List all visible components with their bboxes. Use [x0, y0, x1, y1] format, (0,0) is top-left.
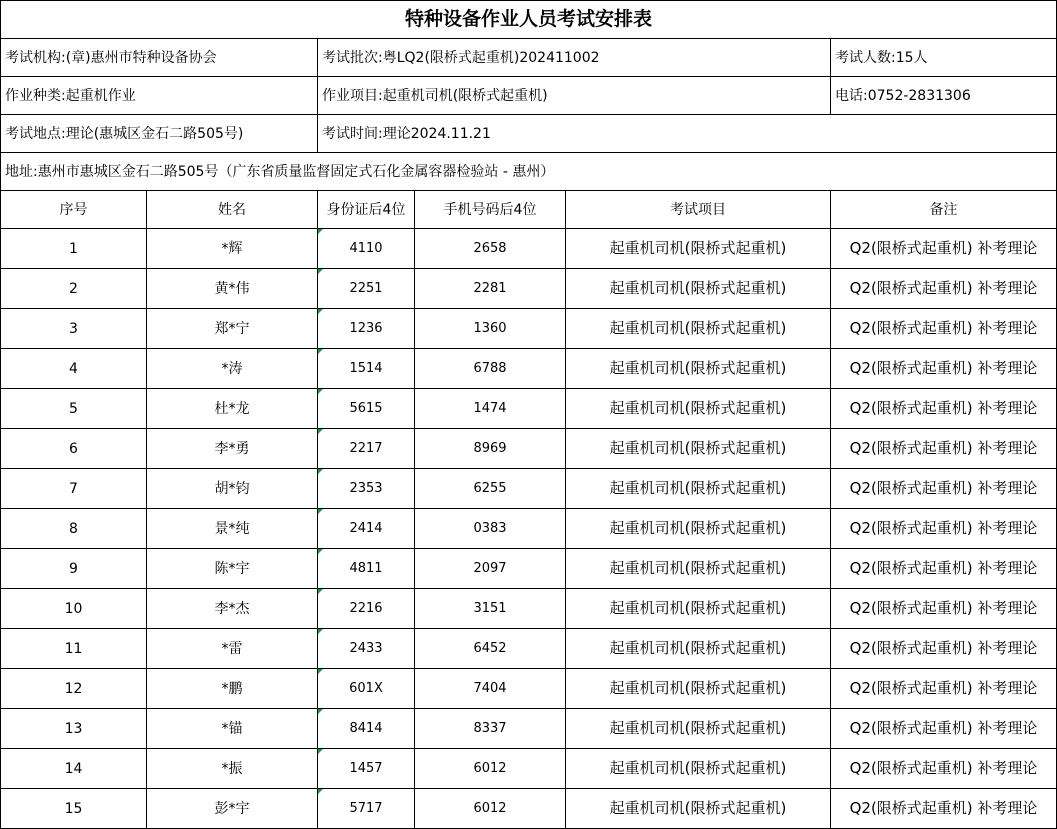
table-row: [1, 669, 1057, 709]
table-row: [1, 469, 1057, 509]
note-cell: Q2(限桥式起重机) 补考理论: [831, 429, 1057, 469]
seq-cell: 4: [1, 349, 147, 389]
id-cell: 4811: [318, 549, 415, 589]
phone-cell: 2281: [415, 269, 566, 309]
table-row: [1, 789, 1057, 829]
seq-cell: 2: [1, 269, 147, 309]
note-cell: Q2(限桥式起重机) 补考理论: [831, 589, 1057, 629]
phone-cell: 6012: [415, 749, 566, 789]
id-cell: 1236: [318, 309, 415, 349]
seq-cell: 7: [1, 469, 147, 509]
id-cell: 1514: [318, 349, 415, 389]
project-cell: 起重机司机(限桥式起重机): [566, 349, 831, 389]
project-cell: 起重机司机(限桥式起重机): [566, 469, 831, 509]
project-cell: 起重机司机(限桥式起重机): [566, 549, 831, 589]
exam-location: 考试地点:理论(惠城区金石二路505号): [1, 115, 318, 153]
phone-cell: 2097: [415, 549, 566, 589]
phone-cell: 7404: [415, 669, 566, 709]
exam-count: 考试人数:15人: [831, 39, 1057, 77]
exam-batch: 考试批次:粤LQ2(限桥式起重机)202411002: [318, 39, 831, 77]
name-cell: *涛: [147, 349, 318, 389]
table-row: [1, 629, 1057, 669]
note-cell: Q2(限桥式起重机) 补考理论: [831, 309, 1057, 349]
seq-cell: 14: [1, 749, 147, 789]
exam-org: 考试机构:(章)惠州市特种设备协会: [1, 39, 318, 77]
work-item: 作业项目:起重机司机(限桥式起重机): [318, 77, 831, 115]
name-cell: *锚: [147, 709, 318, 749]
project-cell: 起重机司机(限桥式起重机): [566, 589, 831, 629]
sheet-title: 特种设备作业人员考试安排表: [1, 1, 1057, 39]
note-cell: Q2(限桥式起重机) 补考理论: [831, 749, 1057, 789]
name-cell: 李*杰: [147, 589, 318, 629]
work-category: 作业种类:起重机作业: [1, 77, 318, 115]
id-cell: 2433: [318, 629, 415, 669]
phone-cell: 3151: [415, 589, 566, 629]
name-cell: 胡*钧: [147, 469, 318, 509]
seq-cell: 11: [1, 629, 147, 669]
project-cell: 起重机司机(限桥式起重机): [566, 629, 831, 669]
seq-cell: 3: [1, 309, 147, 349]
phone-cell: 6788: [415, 349, 566, 389]
id-cell: 2414: [318, 509, 415, 549]
seq-cell: 6: [1, 429, 147, 469]
name-cell: *鹏: [147, 669, 318, 709]
id-cell: 5717: [318, 789, 415, 829]
table-row: [1, 589, 1057, 629]
seq-cell: 5: [1, 389, 147, 429]
id-cell: 8414: [318, 709, 415, 749]
project-cell: 起重机司机(限桥式起重机): [566, 789, 831, 829]
table-row: [1, 309, 1057, 349]
name-cell: 景*纯: [147, 509, 318, 549]
project-cell: 起重机司机(限桥式起重机): [566, 229, 831, 269]
phone-cell: 1360: [415, 309, 566, 349]
project-cell: 起重机司机(限桥式起重机): [566, 389, 831, 429]
note-cell: Q2(限桥式起重机) 补考理论: [831, 509, 1057, 549]
project-cell: 起重机司机(限桥式起重机): [566, 709, 831, 749]
seq-cell: 15: [1, 789, 147, 829]
id-cell: 2216: [318, 589, 415, 629]
note-cell: Q2(限桥式起重机) 补考理论: [831, 549, 1057, 589]
seq-cell: 12: [1, 669, 147, 709]
exam-time: 考试时间:理论2024.11.21: [318, 115, 1057, 153]
header-id: 身份证后4位: [318, 191, 415, 229]
table-row: [1, 549, 1057, 589]
id-cell: 2251: [318, 269, 415, 309]
id-cell: 5615: [318, 389, 415, 429]
contact-phone: 电话:0752-2831306: [831, 77, 1057, 115]
header-seq: 序号: [1, 191, 147, 229]
note-cell: Q2(限桥式起重机) 补考理论: [831, 469, 1057, 509]
note-cell: Q2(限桥式起重机) 补考理论: [831, 629, 1057, 669]
phone-cell: 0383: [415, 509, 566, 549]
phone-cell: 8337: [415, 709, 566, 749]
header-note: 备注: [831, 191, 1057, 229]
name-cell: 郑*宁: [147, 309, 318, 349]
seq-cell: 1: [1, 229, 147, 269]
note-cell: Q2(限桥式起重机) 补考理论: [831, 669, 1057, 709]
table-row: [1, 349, 1057, 389]
phone-cell: 1474: [415, 389, 566, 429]
table-row: [1, 229, 1057, 269]
note-cell: Q2(限桥式起重机) 补考理论: [831, 349, 1057, 389]
id-cell: 2217: [318, 429, 415, 469]
project-cell: 起重机司机(限桥式起重机): [566, 309, 831, 349]
seq-cell: 10: [1, 589, 147, 629]
note-cell: Q2(限桥式起重机) 补考理论: [831, 709, 1057, 749]
name-cell: 黄*伟: [147, 269, 318, 309]
project-cell: 起重机司机(限桥式起重机): [566, 269, 831, 309]
table-row: [1, 709, 1057, 749]
table-row: [1, 509, 1057, 549]
name-cell: 彭*宇: [147, 789, 318, 829]
name-cell: *振: [147, 749, 318, 789]
project-cell: 起重机司机(限桥式起重机): [566, 749, 831, 789]
seq-cell: 8: [1, 509, 147, 549]
note-cell: Q2(限桥式起重机) 补考理论: [831, 389, 1057, 429]
name-cell: 李*勇: [147, 429, 318, 469]
phone-cell: 6012: [415, 789, 566, 829]
header-name: 姓名: [147, 191, 318, 229]
table-row: [1, 429, 1057, 469]
id-cell: 1457: [318, 749, 415, 789]
header-phone: 手机号码后4位: [415, 191, 566, 229]
name-cell: 陈*宇: [147, 549, 318, 589]
table-row: [1, 269, 1057, 309]
id-cell: 4110: [318, 229, 415, 269]
phone-cell: 8969: [415, 429, 566, 469]
name-cell: *辉: [147, 229, 318, 269]
id-cell: 601X: [318, 669, 415, 709]
header-project: 考试项目: [566, 191, 831, 229]
table-row: [1, 749, 1057, 789]
note-cell: Q2(限桥式起重机) 补考理论: [831, 229, 1057, 269]
name-cell: 杜*龙: [147, 389, 318, 429]
project-cell: 起重机司机(限桥式起重机): [566, 509, 831, 549]
seq-cell: 9: [1, 549, 147, 589]
phone-cell: 6452: [415, 629, 566, 669]
exam-address: 地址:惠州市惠城区金石二路505号（广东省质量监督固定式石化金属容器检验站 - 惠州）: [1, 153, 1057, 191]
phone-cell: 6255: [415, 469, 566, 509]
phone-cell: 2658: [415, 229, 566, 269]
project-cell: 起重机司机(限桥式起重机): [566, 669, 831, 709]
seq-cell: 13: [1, 709, 147, 749]
note-cell: Q2(限桥式起重机) 补考理论: [831, 269, 1057, 309]
note-cell: Q2(限桥式起重机) 补考理论: [831, 789, 1057, 829]
table-row: [1, 389, 1057, 429]
name-cell: *雷: [147, 629, 318, 669]
id-cell: 2353: [318, 469, 415, 509]
project-cell: 起重机司机(限桥式起重机): [566, 429, 831, 469]
